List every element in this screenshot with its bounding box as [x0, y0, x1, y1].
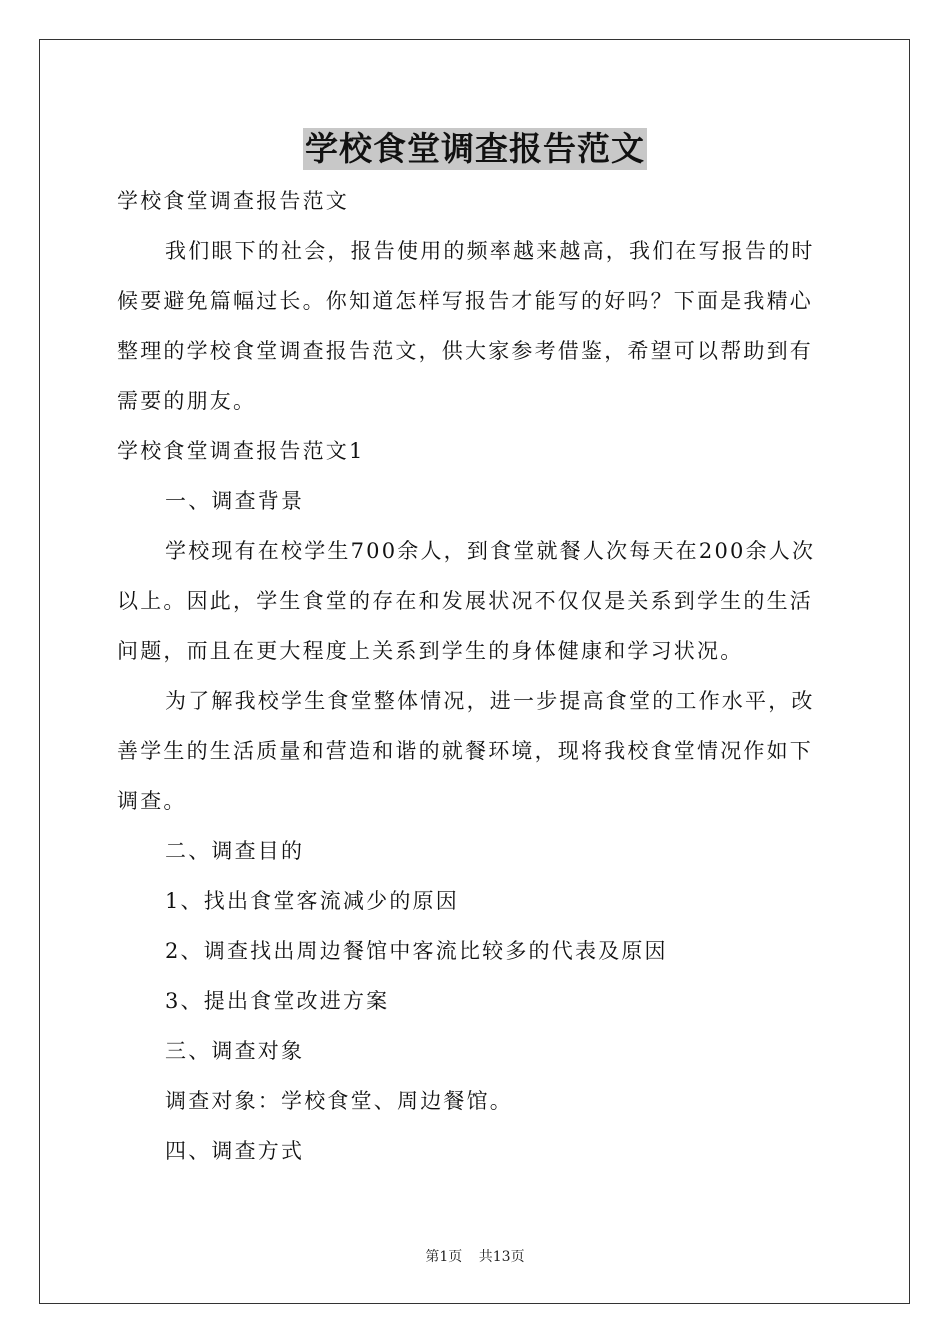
section-heading: 四、调查方式	[165, 1139, 305, 1163]
page-total: 共13页	[478, 1249, 525, 1265]
document-title: 学校食堂调查报告范文	[305, 129, 645, 168]
document-body	[117, 176, 833, 1176]
paragraph: 为了解我校学生食堂整体情况，进一步提高食堂的工作水平，改善学生的生活质量和营造和谐的就餐环境，现将我校食堂情况作如下调查。	[117, 689, 815, 813]
page-number: 第1页	[425, 1249, 463, 1265]
paragraph: 学校现有在校学生700余人，到食堂就餐人次每天在200余人次以上。因此，学生食堂的存在和发展状况不仅仅是关系到学生的生活问题，而且在更大程度上关系到学生的身体健康和学习状况。	[117, 539, 816, 663]
list-item: 1、找出食堂客流减少的原因	[165, 889, 459, 913]
title-container	[0, 128, 950, 170]
section-heading: 学校食堂调查报告范文1	[117, 439, 365, 463]
section-heading: 二、调查目的	[165, 839, 305, 863]
paragraph: 我们眼下的社会，报告使用的频率越来越高，我们在写报告的时候要避免篇幅过长。你知道怎样写报告才能写的好吗？下面是我精心整理的学校食堂调查报告范文，供大家参考借鉴，希望可以帮助到有需要的朋友。	[117, 239, 815, 413]
list-item: 3、提出食堂改进方案	[165, 989, 390, 1013]
page-footer	[0, 1246, 950, 1266]
list-item: 2、调查找出周边餐馆中客流比较多的代表及原因	[165, 939, 668, 963]
paragraph: 学校食堂调查报告范文	[117, 189, 349, 213]
section-heading: 一、调查背景	[165, 489, 305, 513]
paragraph: 调查对象：学校食堂、周边餐馆。	[165, 1089, 513, 1113]
section-heading: 三、调查对象	[165, 1039, 305, 1063]
